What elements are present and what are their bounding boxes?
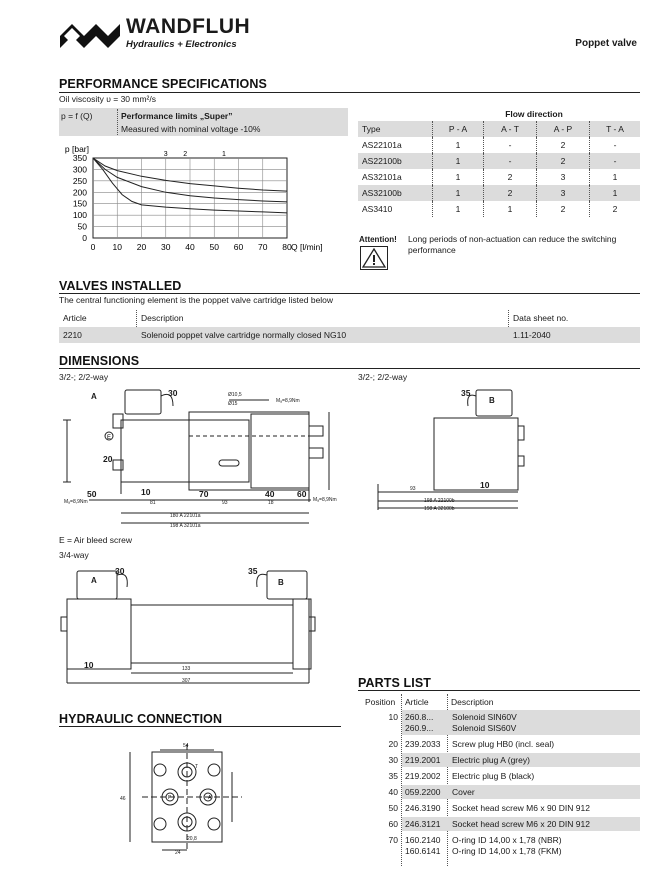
hydraulic-pattern-drawing [112, 742, 292, 860]
flow-value-cell: 1 [590, 169, 641, 185]
parts-col-article: Article [405, 697, 429, 707]
y-tick-label: 50 [77, 221, 87, 232]
parts-position: 70 [388, 835, 398, 845]
parts-description: O-ring ID 14,00 x 1,78 (NBR) [452, 835, 562, 845]
parts-title: PARTS LIST [358, 676, 431, 690]
callout-b-34: B [278, 578, 284, 587]
dim-24: 24 [175, 850, 181, 856]
flow-value-cell: 2 [537, 137, 590, 153]
port-p: P [168, 795, 172, 801]
valves-col-article: Article [63, 313, 87, 323]
flow-value-cell: 3 [537, 185, 590, 201]
parts-row [358, 833, 640, 860]
flow-row [358, 169, 640, 185]
flow-value-cell: 2 [537, 201, 590, 217]
x-tick-label: 10 [112, 242, 122, 252]
flow-value-cell: 2 [484, 185, 537, 201]
callout-60: 60 [297, 489, 307, 499]
valves-article: 2210 [63, 330, 82, 340]
x-tick-label: 20 [136, 242, 147, 252]
callout-70: 70 [199, 489, 209, 499]
dim-198-right-1: 198 A 22100b [424, 498, 455, 504]
y-axis-label: p [bar] [64, 144, 89, 154]
flow-row [358, 153, 640, 169]
parts-description: Cover [452, 787, 475, 797]
brand-tagline: Hydraulics + Electronics [126, 39, 237, 50]
callout-10-right: 10 [480, 480, 490, 490]
torque-50: Mₐ=8,9Nm [64, 499, 88, 505]
valves-title: VALVES INSTALLED [59, 279, 182, 293]
chart-header-divider [117, 109, 118, 135]
parts-article: 260.9... [405, 723, 434, 733]
dimensions-sub-right: 3/2-; 2/2-way [358, 372, 408, 382]
performance-chart [59, 140, 349, 262]
flow-value-cell: 1 [433, 185, 484, 201]
dim-307: 307 [182, 678, 191, 684]
flow-col-ta: T - A [590, 121, 641, 137]
flow-type-cell: AS22100b [362, 156, 402, 166]
dim-133: 133 [182, 666, 191, 672]
attention-text: Long periods of non-actuation can reduce the switching performance [408, 234, 617, 255]
dimensions-title: DIMENSIONS [59, 354, 140, 368]
y-tick-label: 300 [72, 164, 87, 175]
port-a: A [208, 795, 212, 801]
parts-rule [358, 690, 640, 691]
x-tick-label: 0 [90, 242, 96, 252]
wandfluh-logo-icon [58, 14, 124, 54]
callout-10-34: 10 [84, 660, 94, 670]
parts-col-position: Position [365, 697, 396, 707]
series-label: 3 [163, 151, 168, 158]
flow-value-cell: 1 [590, 185, 641, 201]
callout-35-right: 35 [461, 388, 471, 398]
dim-20-8: 20,8 [187, 836, 197, 842]
flow-col-at: A - T [484, 121, 537, 137]
warning-icon [360, 246, 388, 270]
parts-description: Solenoid SIN60V [452, 712, 517, 722]
parts-article: 246.3190 [405, 803, 441, 813]
flow-type-cell: AS32101a [362, 172, 402, 182]
y-tick-label: 200 [72, 187, 87, 198]
flow-value-cell: - [484, 153, 537, 169]
parts-row [358, 769, 640, 785]
limits-subtitle: Measured with nominal voltage -10% [121, 124, 261, 134]
valves-rule [59, 293, 640, 294]
parts-row [358, 801, 640, 817]
parts-row [358, 785, 640, 801]
parts-row [358, 737, 640, 753]
parts-article: 219.2001 [405, 755, 441, 765]
x-tick-label: 30 [161, 242, 171, 252]
torque-60: Mₐ=8,9Nm [313, 497, 337, 503]
parts-description: Electric plug A (grey) [452, 755, 530, 765]
dia-10: Ø10,5 [228, 392, 242, 398]
flow-type-cell: AS32100b [362, 188, 402, 198]
flow-col-type: Type [362, 124, 381, 134]
parts-row [358, 710, 640, 737]
parts-article: 160.6141 [405, 846, 441, 856]
parts-position: 40 [388, 787, 398, 797]
parts-row-shade [402, 710, 640, 735]
dim-93-right: 93 [410, 486, 416, 492]
flow-value-cell: 1 [433, 201, 484, 217]
viscosity-text: Oil viscosity υ = 30 mm²/s [59, 94, 156, 104]
flow-value-cell: 2 [590, 201, 641, 217]
callout-40: 40 [265, 489, 275, 499]
parts-description: Solenoid SIS60V [452, 723, 517, 733]
parts-position: 35 [388, 771, 398, 781]
flow-value-cell: 1 [433, 169, 484, 185]
parts-article: 260.8... [405, 712, 434, 722]
callout-30-left: 30 [168, 388, 178, 398]
parts-position: 20 [388, 739, 398, 749]
dim-180: 180 A 22101a [170, 513, 201, 519]
parts-col-description: Description [451, 697, 494, 707]
parts-row [358, 817, 640, 833]
dim-18: 18 [268, 500, 274, 506]
parts-description: O-ring ID 14,00 x 1,78 (FKM) [452, 846, 562, 856]
flow-row [358, 201, 640, 217]
valves-col-sheet: Data sheet no. [513, 313, 569, 323]
hydraulic-rule [59, 726, 341, 727]
parts-article: 059.2200 [405, 787, 441, 797]
performance-title: PERFORMANCE SPECIFICATIONS [59, 77, 267, 91]
dia-15: Ø15 [228, 401, 238, 407]
parts-row [358, 753, 640, 769]
callout-a-34: A [91, 576, 97, 585]
valves-description: Solenoid poppet valve cartridge normally closed NG10 [141, 330, 347, 340]
parts-article: 219.2002 [405, 771, 441, 781]
brand-name: WANDFLUH [126, 15, 251, 38]
callout-50: 50 [87, 489, 97, 499]
callout-10-left: 10 [141, 487, 151, 497]
air-bleed-note: E = Air bleed screw [59, 535, 132, 545]
parts-position: 50 [388, 803, 398, 813]
callout-b-right: B [489, 396, 495, 405]
y-tick-label: 250 [72, 175, 87, 186]
dimensions-rule [59, 368, 640, 369]
flow-table [358, 121, 640, 217]
parts-position: 30 [388, 755, 398, 765]
drawing-3-4-way [59, 563, 349, 693]
flow-type-cell: AS3410 [362, 204, 393, 214]
port-t: T [195, 764, 199, 770]
callout-35-34: 35 [248, 566, 258, 576]
attention-label: Attention! [359, 235, 397, 244]
flow-row [358, 137, 640, 153]
flow-value-cell: - [590, 137, 641, 153]
valves-intro: The central functioning element is the poppet valve cartridge listed below [59, 295, 334, 305]
dim-81: 81 [150, 500, 156, 506]
x-tick-label: 50 [209, 242, 219, 252]
parts-article: 160.2140 [405, 835, 441, 845]
x-tick-label: 60 [233, 242, 244, 252]
flow-value-cell: - [590, 153, 641, 169]
x-axis-label: Q [l/min] [291, 242, 323, 252]
torque-top: Mₐ=8,9Nm [276, 398, 300, 404]
dim-93: 93 [222, 500, 228, 506]
y-tick-label: 150 [72, 198, 87, 209]
dim-46: 46 [120, 796, 126, 802]
parts-description: Electric plug B (black) [452, 771, 535, 781]
flow-row [358, 185, 640, 201]
dim-198-right-2: 198 A 32100b [424, 506, 455, 512]
dim-54: 54 [183, 743, 189, 749]
callout-20: 20 [103, 454, 113, 464]
chart-function-label: p = f (Q) [61, 111, 93, 121]
flow-table-wrap [358, 109, 640, 217]
flow-value-cell: 1 [433, 153, 484, 169]
performance-rule [59, 92, 640, 93]
parts-article: 246.3121 [405, 819, 441, 829]
x-tick-label: 40 [185, 242, 195, 252]
flow-value-cell: 2 [537, 153, 590, 169]
limits-title: Performance limits „Super” [121, 111, 233, 121]
y-tick-label: 350 [72, 153, 87, 163]
flow-col-pa: P - A [433, 121, 484, 137]
parts-article: 239.2033 [405, 739, 441, 749]
parts-description: Socket head screw M6 x 20 DIN 912 [452, 819, 590, 829]
series-label: 1 [221, 151, 226, 158]
series-label: 2 [183, 151, 188, 158]
flow-value-cell: 1 [433, 137, 484, 153]
dimensions-sub-left: 3/2-; 2/2-way [59, 372, 109, 382]
flow-heading: Flow direction [505, 109, 563, 119]
hydraulic-title: HYDRAULIC CONNECTION [59, 712, 223, 726]
flow-value-cell: 3 [537, 169, 590, 185]
callout-a-left: A [91, 392, 97, 401]
flow-value-cell: 2 [484, 169, 537, 185]
flow-value-cell: - [484, 137, 537, 153]
x-tick-label: 80 [282, 242, 292, 252]
parts-table [358, 710, 640, 860]
flow-type-cell: AS22101a [362, 140, 402, 150]
valves-sheet: 1.11-2040 [513, 330, 551, 340]
valves-col-description: Description [141, 313, 184, 323]
svg-text:E: E [107, 435, 112, 441]
parts-description: Socket head screw M6 x 90 DIN 912 [452, 803, 590, 813]
parts-position: 60 [388, 819, 398, 829]
callout-30-34: 30 [115, 566, 125, 576]
drawing-side-3-2 [358, 384, 528, 514]
dim-198: 198 A 32101a [170, 523, 201, 529]
flow-col-ap: A - P [537, 121, 590, 137]
y-tick-label: 0 [82, 233, 87, 243]
parts-description: Screw plug HB0 (incl. seal) [452, 739, 555, 749]
y-tick-label: 100 [72, 210, 87, 221]
flow-value-cell: 1 [484, 201, 537, 217]
parts-position: 10 [388, 712, 398, 722]
doc-title: Poppet valve [575, 38, 637, 49]
dimensions-sub-34: 3/4-way [59, 550, 89, 560]
x-tick-label: 70 [258, 242, 268, 252]
